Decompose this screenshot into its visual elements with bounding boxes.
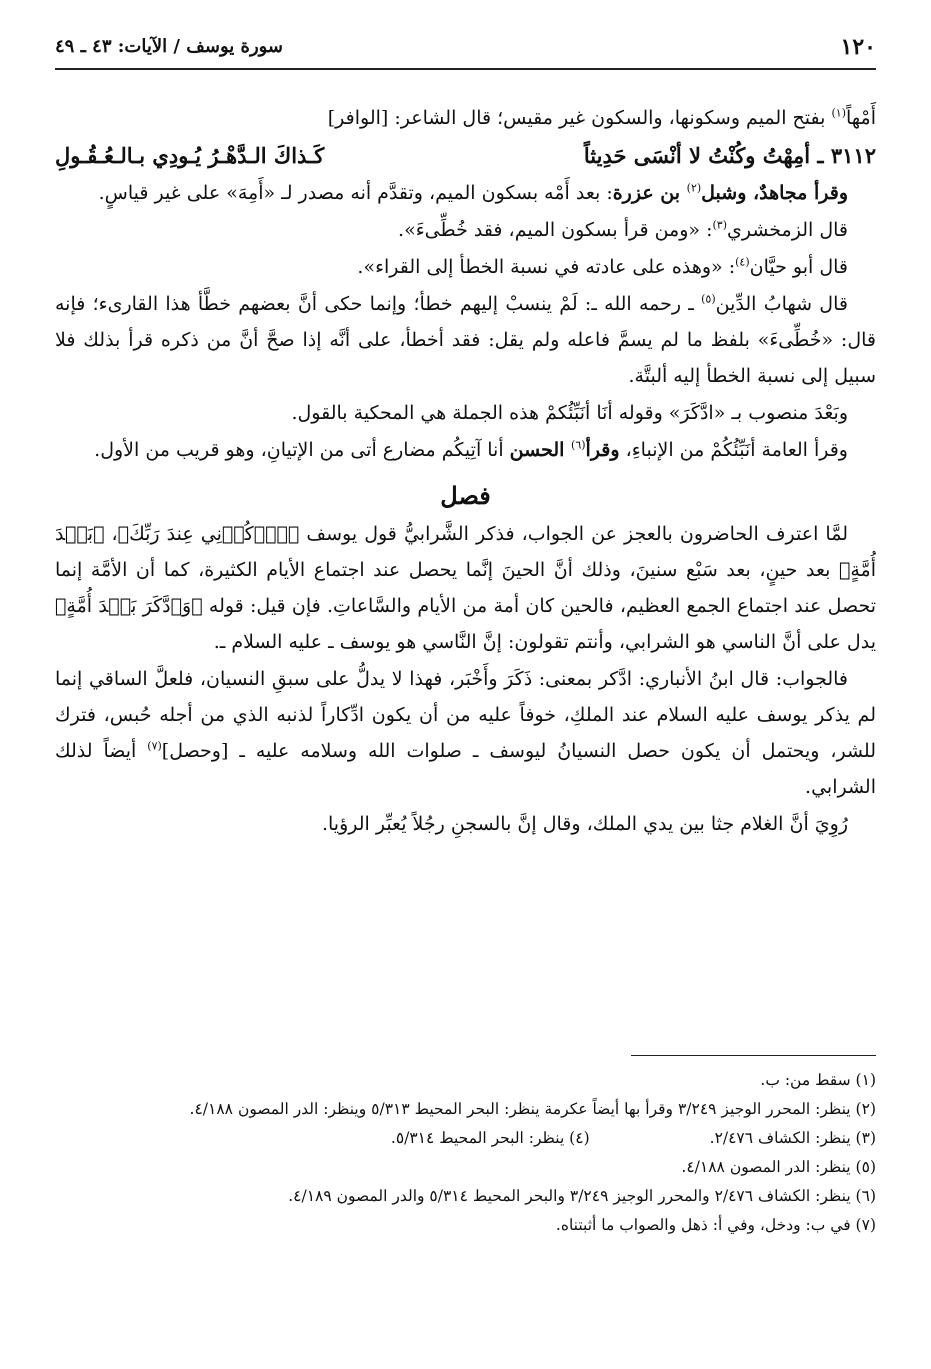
bold-name: الحسن	[509, 439, 572, 461]
text: بفتح الميم وسكونها، والسكون غير مقيس؛ قال الشاعر: [الوافر]	[327, 107, 832, 129]
footnote: (٤) ينظر: البحر المحيط ٥/٣١٤.	[390, 1129, 590, 1147]
footnote-ref[interactable]: (٤)	[735, 255, 750, 269]
footnote: (١) سقط من: ب.	[760, 1071, 876, 1089]
text: أيضاً لذلك الشرابي.	[55, 740, 876, 798]
paragraph: لمَّا اعترف الحاضرون بالعجز عن الجواب، فذكر الشَّرابيُّ قول يوسف ﴿ٱذۡكُرۡنِي عِندَ رَبِّكَ﴾، ﴿بَعۡدَ أُمَّةٍ﴾ بعد حينٍ، بعد سَبْع سنينَ، وذلك أنَّ الحينَ إنَّما يحصل عند اجتماع الأيام الكثيرة، كما أن الأمَّة إنما تحصل عند اجتماع الجمع العظيم، فالحين كان أمة من الأيام والسَّاعاتِ. فإن قيل: قوله ﴿وَٱدَّكَرَ بَعۡدَ أُمَّةٍ﴾ يدل على أنَّ الناسي هو الشرابي، وأنتم تقولون: إنَّ النَّاسي هو يوسف ـ عليه السلام ـ.	[55, 523, 876, 653]
paragraph	[55, 175, 876, 211]
main-text	[55, 100, 876, 843]
text: وقرأ العامة أنَبِّئُكُمْ من الإنباءِ،	[619, 439, 848, 461]
bold-text: وقرأ	[585, 439, 620, 461]
footnote: (٣) ينظر: الكشاف ٢/٤٧٦.	[709, 1129, 876, 1147]
paragraph	[55, 286, 876, 394]
footnotes	[55, 1066, 876, 1240]
verse-first-hemistich: ٣١١٢ ـ أمِهْتُ وكُنْتُ لا أنْسَى حَدِيثاً	[583, 143, 876, 168]
text: : «وهذه على عادته في نسبة الخطأ إلى القراء».	[357, 256, 736, 278]
page-header	[55, 28, 876, 70]
paragraph: رُوِيَ أنَّ الغلام جثا بين يدي الملك، وقال إنَّ بالسجنِ رجُلاً يُعبِّر الرؤيا.	[321, 813, 848, 835]
running-title: سورة يوسف / الآيات: ٤٣ ـ ٤٩	[55, 36, 291, 57]
text: قال شهابُ الدِّين	[715, 293, 848, 315]
text: ـ رحمه الله ـ: لَمْ ينسبْ إليهم خطأ؛ وإنما حكى أنَّ بعضهم خطَّأ هذا القارىء؛ فإنه قال: «خُطِّىءَ» بلفظ ما لم يسمَّ فاعله ولم يقل: فقد أخطأ، على أنَّه إذا صحَّ أنَّ من ذكره قرأ بذلك فلا سبيل إلى نسبة الخطأ إليه ألبتَّة.	[55, 293, 876, 387]
paragraph	[55, 100, 876, 136]
text: : «ومن قرأ بسكون الميم، فقد خُطِّىءَ».	[398, 219, 713, 241]
footnote: (٦) ينظر: الكشاف ٢/٤٧٦ والمحرر الوجيز ٣/٢٤٩ والبحر المحيط ٥/٣١٤ والدر المصون ٤/١٨٩.	[288, 1187, 876, 1205]
footnote-ref[interactable]: (٢)	[686, 181, 702, 195]
bold-name: وقرأ مجاهدٌ، وشبل	[701, 182, 848, 204]
footnote-separator	[631, 1055, 876, 1056]
paragraph: وبَعْدَ منصوب بـ «ادَّكَرَ» وقوله أنَا أنَبِّئُكمْ هذه الجملة هي المحكية بالقول.	[291, 402, 848, 424]
footnote-ref[interactable]: (٦)	[571, 438, 586, 452]
section-heading: فصل	[440, 481, 491, 510]
footnote: (٢) ينظر: المحرر الوجيز ٣/٢٤٩ وقرأ بها أيضاً عكرمة ينظر: البحر المحيط ٥/٣١٣ وينظر: الدر المصون ٤/١٨٨.	[189, 1100, 876, 1118]
footnote-ref[interactable]: (٥)	[701, 292, 716, 306]
text: قال الزمخشري	[726, 219, 848, 241]
text: فالجواب: قال ابنُ الأنباري: ادَّكر بمعنى: ذَكَرَ وأَخْبَر، فهذا لا يدلُّ على سبقِ النسيان، فلعلَّ الساقي إنما لم يذكر يوسف عليه السلام عند الملكِ، خوفاً عليه من أن يكون ادِّكاراً لذنبه الذي من أجله حُبس، فترك للشر، ويحتمل أن يكون حصل النسيانُ ليوسف ـ صلوات الله وسلامه عليه ـ [وحصل]	[55, 668, 876, 762]
footnote-row	[55, 1124, 876, 1153]
poetry-verse	[55, 137, 876, 175]
paragraph	[55, 432, 876, 468]
footnote-ref[interactable]: (٣)	[712, 218, 727, 232]
text: قال أبو حيَّان	[749, 256, 848, 278]
page-number: ١٢٠	[833, 34, 876, 60]
text: : بعد أَمْه بسكون الميم، وتقدَّم أنه مصدر لـ «أَمِهَ» على غير قياسٍ.	[98, 182, 613, 204]
footnote: (٥) ينظر: الدر المصون ٤/١٨٨.	[681, 1158, 876, 1176]
paragraph	[55, 249, 876, 285]
verse-second-hemistich: كَـذاكَ الـدَّهْـرُ يُـودِي بـالـعُـقُـولِ	[55, 143, 325, 168]
text: أنا آتِيكُم مضارع أتى من الإتيانِ، وهو قريب من الأول.	[94, 439, 510, 461]
footnote-ref[interactable]: (١)	[831, 106, 846, 120]
footnote-ref[interactable]: (٧)	[147, 739, 162, 753]
paragraph	[55, 212, 876, 248]
bold-name: بن عزرة	[612, 182, 687, 204]
paragraph	[55, 661, 876, 805]
footnote: (٧) في ب: ودخل، وفي أ: ذهل والصواب ما أثبتناه.	[555, 1216, 876, 1234]
text: أَمْهاً	[845, 107, 876, 129]
